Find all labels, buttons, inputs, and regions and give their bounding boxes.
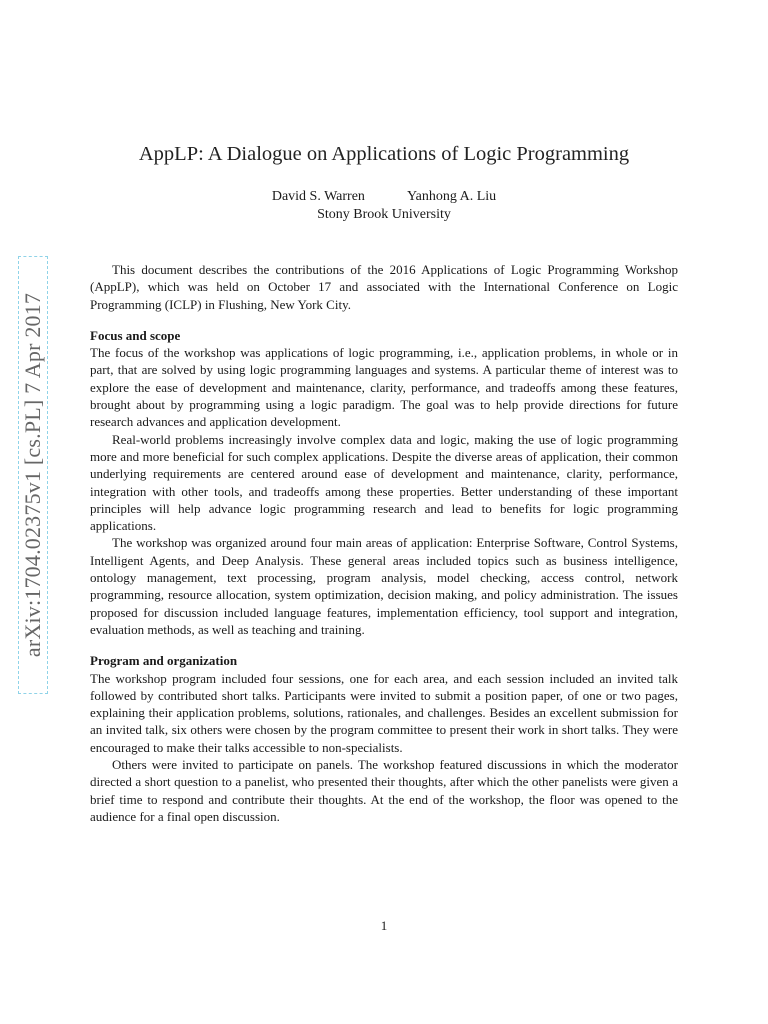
author-name-1: David S. Warren xyxy=(271,189,365,204)
body-paragraph: The focus of the workshop was applications of logic programming, i.e., application problems, in whole or in part, that are solved by using logic programming languages and systems. A particular theme of interest was to explore the ease of development and maintenance, clarity, performance, and tradeoffs among these features, brought about by programming using a logic paradigm. The goal was to help provide directions for future research advances and application development. xyxy=(90,345,678,430)
section-heading: Program and organization xyxy=(90,653,238,669)
arxiv-identifier-text: arXiv:1704.02375v1 [cs.PL] 7 Apr 2017 xyxy=(20,292,45,658)
paper-title: AppLP: A Dialogue on Applications of Logic Programming xyxy=(138,143,630,165)
section-focus-and-scope xyxy=(90,327,678,638)
section-heading: Focus and scope xyxy=(90,327,181,343)
abstract-paragraph: This document describes the contributions of the 2016 Applications of Logic Programming Workshop (AppLP), which was held on October 17 and associated with the International Conference on Logic Programming (ICLP) in Flushing, New York City. xyxy=(90,262,678,312)
body-paragraph: The workshop program included four sessions, one for each area, and each session included an invited talk followed by contributed short talks. Participants were invited to submit a position paper, of one or two pages, explaining their application problems, solutions, rationales, and challenges. Besides an excellent submission for an invited talk, six others were chosen by the program committee to present their work in short talks. They were encouraged to make their talks accessible to non-specialists. xyxy=(90,670,678,755)
body-paragraph: The workshop was organized around four main areas of application: Enterprise Software, Control Systems, Intelligent Agents, and Deep Analysis. These general areas included topics such as business intelligence, ontology management, text processing, program analysis, model checking, access control, network programming, resource allocation, system optimization, decision making, and policy administration. The issues proposed for discussion included language features, implementation efficiency, tool support and integration, evaluation methods, as well as teaching and training. xyxy=(90,535,678,637)
author-affiliation: Stony Brook University xyxy=(317,207,451,222)
page-number: 1 xyxy=(380,918,388,933)
body-paragraph: Real-world problems increasingly involve complex data and logic, making the use of logic programming more and more beneficial for such complex applications. Despite the diverse areas of application, their common underlying requirements are centered around ease of development and maintenance, clarity, performance, integration with other tools, and tradeoffs among these properties. Better understanding of these important principles will help advance logic programming research and lead to benefits for logic programming applications. xyxy=(90,431,678,534)
arxiv-identifier-stamp xyxy=(18,256,48,694)
author-block xyxy=(90,188,678,224)
author-name-2: Yanhong A. Liu xyxy=(406,189,497,204)
section-program-and-organization xyxy=(90,652,678,825)
paper-body xyxy=(90,261,678,825)
body-paragraph: Others were invited to participate on panels. The workshop featured discussions in which the moderator directed a short question to a panelist, who presented their thoughts, after which the other panelists were given a brief time to respond and contribute their thoughts. At the end of the workshop, the floor was opened to the audience for a final open discussion. xyxy=(90,757,678,824)
